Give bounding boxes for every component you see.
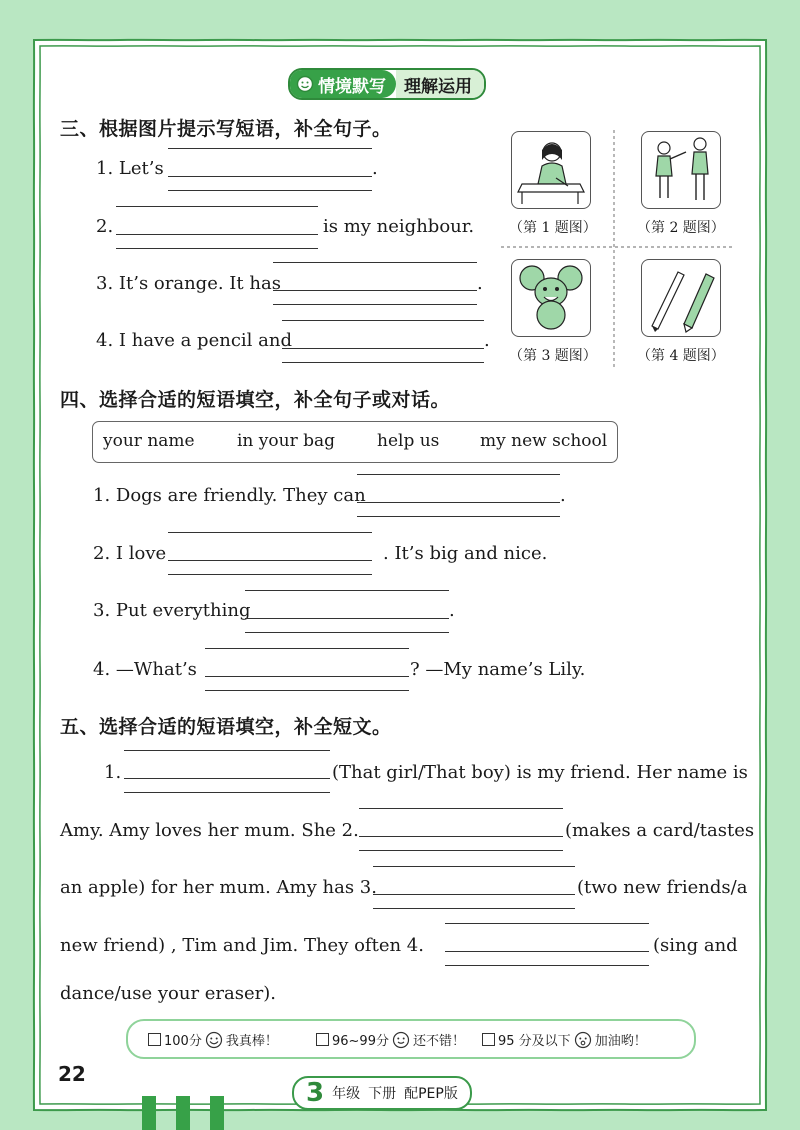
section-header-tag: [288, 68, 486, 100]
s3-q1-prefix: 1. Let’s: [96, 158, 164, 179]
picture-2-two-boys: [641, 131, 721, 209]
picture-3-mouse: [511, 259, 591, 337]
checkbox[interactable]: [148, 1033, 161, 1046]
s4-q1-prefix: 1. Dogs are friendly. They can: [93, 485, 366, 506]
checkbox[interactable]: [482, 1033, 495, 1046]
score-range: 100分: [164, 1034, 202, 1049]
score-option-96-99[interactable]: [316, 1030, 465, 1049]
caption-picture-3: （第 3 题图）: [509, 348, 597, 364]
s3-q4-prefix: 4. I have a pencil and: [96, 330, 292, 351]
score-range: 96~99分: [332, 1034, 389, 1049]
s4-q3-suffix: .: [449, 600, 455, 621]
score-option-95-below[interactable]: [482, 1030, 647, 1049]
grade-number: 3: [306, 1078, 325, 1108]
picture-4-pencil-and-pen: [641, 259, 721, 337]
caption-picture-4: （第 4 题图）: [637, 348, 725, 364]
word-option: in your bag: [237, 431, 336, 451]
s5-line4-suffix: (sing and: [653, 935, 738, 956]
section3-title: 三、根据图片提示写短语，补全句子。: [60, 118, 392, 140]
happy-face-icon: [205, 1031, 223, 1049]
s5-q1-answer-blank[interactable]: [124, 750, 330, 792]
grade-footer-badge: [292, 1076, 472, 1110]
picture-1-girl-drawing: [511, 131, 591, 209]
s4-q2-suffix: . It’s big and nice.: [383, 543, 548, 564]
s5-q2-answer-blank[interactable]: [359, 808, 563, 850]
s5-line4-prefix: new friend) , Tim and Jim. They often 4.: [60, 935, 424, 956]
s5-line3-suffix: (two new friends/a: [577, 877, 748, 898]
s4-q4-prefix: 4. —What’s: [93, 659, 197, 680]
pencil-pen-icon: [642, 260, 720, 336]
s4-q4-answer-blank[interactable]: [205, 648, 409, 690]
s3-q2-prefix: 2.: [96, 216, 114, 237]
s4-q3-answer-blank[interactable]: [245, 590, 449, 632]
grade-label: 年级: [332, 1086, 361, 1102]
s5-q3-answer-blank[interactable]: [373, 866, 575, 908]
s3-q3-answer-blank[interactable]: [273, 262, 477, 304]
score-text: 我真棒！: [225, 1034, 278, 1049]
page-number: 22: [58, 1062, 86, 1086]
cartoon-mouse-icon: [512, 260, 590, 336]
smile-badge-icon: [296, 75, 314, 93]
s3-q4-answer-blank[interactable]: [282, 320, 484, 362]
s5-line2-suffix: (makes a card/tastes: [565, 820, 755, 841]
s5-q4-answer-blank[interactable]: [445, 923, 649, 965]
section5-title: 五、选择合适的短语填空，补全短文。: [60, 716, 392, 738]
s4-q3-prefix: 3. Put everything: [93, 600, 251, 621]
s3-q1-suffix: .: [372, 158, 378, 179]
s5-line1-prefix: 1.: [104, 762, 122, 783]
s4-q1-answer-blank[interactable]: [357, 474, 560, 516]
s3-q3-suffix: .: [477, 273, 483, 294]
s3-q4-suffix: .: [484, 330, 490, 351]
s4-q1-suffix: .: [560, 485, 566, 506]
header-tag-right: 理解运用: [404, 76, 472, 97]
s5-line1-suffix: (That girl/That boy) is my friend. Her name is: [332, 762, 748, 783]
score-text: 还不错！: [412, 1034, 465, 1049]
smile-face-icon: [392, 1031, 410, 1049]
s4-q2-answer-blank[interactable]: [168, 532, 372, 574]
s4-q4-suffix: ? —My name’s Lily.: [410, 659, 586, 680]
cheer-face-icon: [574, 1031, 592, 1049]
score-option-100[interactable]: [148, 1030, 278, 1049]
checkbox[interactable]: [316, 1033, 329, 1046]
word-option: your name: [103, 431, 195, 451]
s3-q2-suffix: is my neighbour.: [323, 216, 475, 237]
caption-picture-1: （第 1 题图）: [509, 220, 597, 236]
boys-pointing-icon: [642, 132, 720, 208]
word-option: help us: [377, 431, 440, 451]
score-text: 加油哟！: [594, 1034, 647, 1049]
s3-q3-prefix: 3. It’s orange. It has: [96, 273, 281, 294]
self-score-bar: [126, 1019, 696, 1059]
s5-line5-text: dance/use your eraser).: [60, 983, 276, 1004]
decor-tab: [210, 1096, 224, 1130]
section4-title: 四、选择合适的短语填空，补全句子或对话。: [60, 389, 451, 411]
decor-tab: [176, 1096, 190, 1130]
s3-q1-answer-blank[interactable]: [168, 148, 372, 190]
s4-q2-prefix: 2. I love: [93, 543, 167, 564]
word-option: my new school: [480, 431, 608, 451]
caption-picture-2: （第 2 题图）: [637, 220, 725, 236]
score-range: 95 分及以下: [498, 1034, 571, 1049]
word-bank-box: [92, 421, 618, 463]
girl-drawing-icon: [512, 132, 590, 208]
s3-q2-answer-blank[interactable]: [116, 206, 318, 248]
s5-line3-prefix: an apple) for her mum. Amy has 3.: [60, 877, 377, 898]
s5-line2-prefix: Amy. Amy loves her mum. She 2.: [60, 820, 359, 841]
volume-label: 下册: [368, 1086, 397, 1102]
decor-tab: [142, 1096, 156, 1130]
header-tag-left: 情境默写: [318, 76, 386, 97]
edition-label: 配PEP版: [404, 1086, 458, 1102]
